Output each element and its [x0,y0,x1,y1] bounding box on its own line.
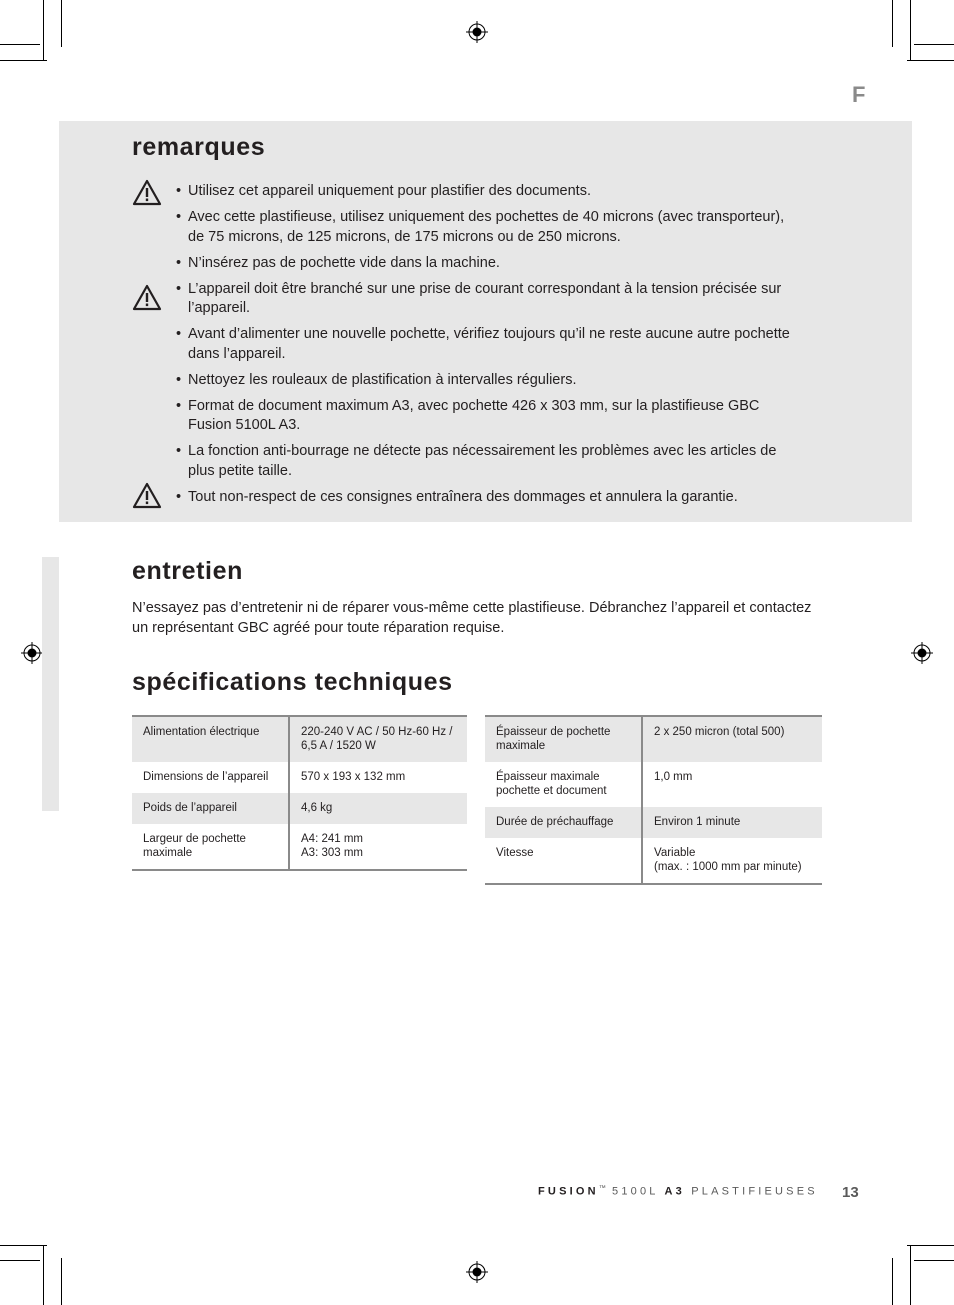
table-row [132,716,467,762]
remarque-item: • Utilisez cet appareil uniquement pour plastifier des documents. [176,182,796,202]
footer-size: A3 [664,1185,685,1198]
table-row [132,824,467,870]
spec-label: Poids de l’appareil [132,793,289,824]
remarque-item: • L’appareil doit être branché sur une prise de courant correspondant à la tension précisée sur l’appareil. [176,280,796,319]
page-number: 13 [842,1184,859,1201]
spec-label: Épaisseur maximale pochette et document [485,762,642,807]
spec-value [642,838,822,884]
spec-value: 570 x 193 x 132 mm [301,771,406,783]
spec-label: Durée de préchauffage [485,807,642,838]
remarque-item: • Nettoyez les rouleaux de plastification à intervalles réguliers. [176,371,796,391]
side-tab-bar [42,557,59,811]
remarques-list [176,182,796,514]
spec-value: Environ 1 minute [642,807,822,838]
spec-value-line: (max. : 1000 mm par minute) [654,861,802,873]
footer-model: 5100L [612,1185,659,1198]
spec-value: 2 x 250 micron (total 500) [642,716,822,762]
remarque-item: • Format de document maximum A3, avec pochette 426 x 303 mm, sur la plastifieuse GBC Fusion 5100L A3. [176,397,796,436]
table-row [485,807,822,838]
entretien-text: N’essayez pas d’entretenir ni de réparer vous-même cette plastifieuse. Débranchez l’appareil et contactez un représentant GBC agréé pour toute réparation requise. [132,600,812,636]
remarque-item: • Tout non-respect de ces consignes entraînera des dommages et annulera la garantie. [176,488,796,508]
registration-mark-top [466,21,488,43]
warning-icon [132,482,162,509]
spec-value: 220-240 V AC / 50 Hz-60 Hz / 6,5 A / 1520 W [289,716,467,762]
entretien-title: entretien [132,557,243,585]
footer-brand: FUSION [538,1185,599,1198]
warning-icon [132,179,162,206]
spec-label: Vitesse [485,838,642,884]
table-row [132,762,467,793]
spec-label: Dimensions de l’appareil [132,762,289,793]
footer-product: PLASTIFIEUSES [691,1185,818,1198]
remarque-item: • Avant d’alimenter une nouvelle pochette, vérifiez toujours qu’il ne reste aucune autre pochette dans l’appareil. [176,325,796,364]
spec-value-line: Variable [654,847,696,859]
footer-product-line [538,1185,818,1198]
table-row [485,716,822,762]
remarque-item: • La fonction anti-bourrage ne détecte pas nécessairement les problèmes avec les articles de plus petite taille. [176,442,796,481]
spec-value: 1,0 mm [654,771,693,783]
specs-table-right [485,715,822,885]
spec-value-line: A4: 241 mm [301,833,363,845]
registration-mark-left [21,642,43,664]
warning-icon [132,284,162,311]
table-row [132,793,467,824]
registration-mark-right [911,642,933,664]
remarques-title: remarques [132,133,266,161]
table-row [485,838,822,884]
specs-title: spécifications techniques [132,668,453,696]
remarque-item: • N’insérez pas de pochette vide dans la machine. [176,254,796,274]
remarque-item: • Avec cette plastifieuse, utilisez uniquement des pochettes de 40 microns (avec transporteur), de 75 microns, de 125 microns, de 175 microns ou de 250 microns. [176,208,796,247]
spec-value: 4,6 kg [289,793,467,824]
spec-label: Largeur de pochette maximale [132,824,289,870]
spec-label: Alimentation électrique [132,716,289,762]
specs-table-left [132,715,467,871]
table-row [485,762,822,807]
footer-trademark: ™ [598,1185,606,1192]
spec-value [289,824,467,870]
registration-mark-bottom [466,1261,488,1283]
spec-label: Épaisseur de pochette maximale [485,716,642,762]
spec-value-line: A3: 303 mm [301,847,363,859]
language-tab: F [852,82,866,107]
